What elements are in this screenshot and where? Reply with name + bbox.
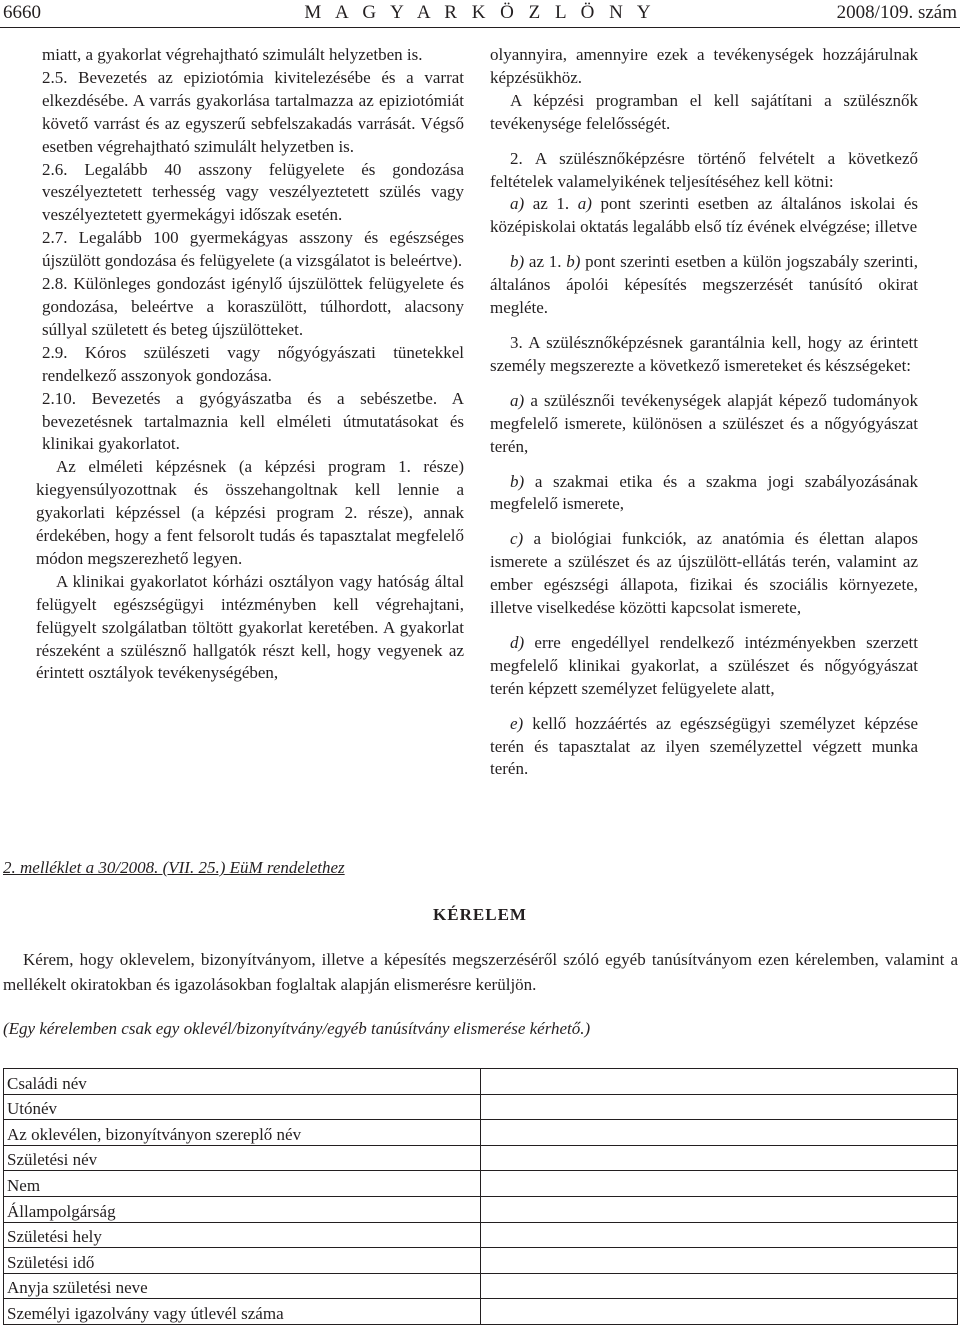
item-label: a) (510, 390, 525, 410)
left-column (36, 44, 464, 685)
list-item (490, 632, 918, 701)
item-label: d) (510, 632, 525, 652)
item-label: e) (510, 713, 524, 733)
paragraph: 2.5. Bevezetés az epiziotómia kivitelezésébe és a varrat elkezdésébe. A varrás gyakorlása tartalmazza az epiziotómiát követő varrást és az egyszerű sebfelszakadás varrását. Végső esetben végrehajtható szimulált helyzetben is. (42, 67, 464, 156)
item-text: pont szerinti esetben az általános iskolai és középiskolai oktatás legalább első tíz évének elvégzése; illetve (490, 194, 919, 237)
form-row (4, 1171, 958, 1197)
condition-a (490, 193, 918, 239)
field-label: Nem (4, 1171, 481, 1197)
list-item (490, 390, 918, 459)
item-label: a) (510, 194, 525, 214)
request-note: (Egy kérelemben csak egy oklevél/bizonyítvány/egyéb tanúsítvány elismerése kérhető.) (3, 1019, 591, 1038)
form-row (4, 1094, 958, 1120)
paragraph: 2.9. Kóros szülészeti vagy nőgyógyászati tünetekkel rendelkező asszonyok gondozása. (42, 342, 464, 385)
form-row (4, 1196, 958, 1222)
field-value[interactable] (481, 1196, 958, 1222)
journal-title: M A G Y A R K Ö Z L Ö N Y (304, 2, 656, 23)
field-label: Születési hely (4, 1222, 481, 1248)
field-value[interactable] (481, 1222, 958, 1248)
item-prefix: az 1. (532, 194, 570, 214)
field-label: Személyi igazolvány vagy útlevél száma (4, 1299, 481, 1325)
item-text: a biológiai funkciók, az anatómia és élettan alapos ismerete a szülészet és az újszülött-ellátás terén, valamint az ember egészségi állapota, fizikai és szociális környezete, illetve viselkedése közötti kapcsolat ismerete, (490, 529, 918, 618)
field-label: Az oklevélen, bizonyítványon szereplő név (4, 1120, 481, 1146)
item-text: kellő hozzáértés az egészségügyi személyzet képzése terén és tapasztalat az ilyen személyzettel végzett munka terén. (490, 713, 919, 779)
page-header (0, 0, 960, 30)
item-label: b) (510, 252, 525, 272)
paragraph: A klinikai gyakorlatot kórházi osztályon vagy hatóság által felügyelt egészségügyi intézményben kell végrehajtani, felügyelt szolgálatban töltött gyakorlat keretében. A gyakorlat részeként a szülésznő hallgatók részt kell, hogy vegyenek az érintett osztályok tevékenységében, (36, 571, 464, 683)
item-text: erre engedéllyel rendelkező intézményekben szerzett megfelelő klinikai gyakorlat, a szülészet és nőgyógyászat terén képzett személyzet felügyelete alatt, (490, 632, 919, 698)
header-rule (0, 27, 960, 28)
item-text: a szakmai etika és a szakma jogi szabályozásának megfelelő ismerete, (490, 471, 919, 514)
field-label: Születési idő (4, 1248, 481, 1274)
paragraph: olyannyira, amennyire ezek a tevékenységek hozzájárulnak képzésükhöz. (490, 45, 918, 87)
item-prefix: az 1. (528, 252, 562, 272)
list-item (490, 528, 918, 620)
item-label: b) (510, 471, 525, 491)
field-label: Utónév (4, 1094, 481, 1120)
field-label: Születési név (4, 1145, 481, 1171)
form-row (4, 1145, 958, 1171)
request-title: KÉRELEM (433, 905, 527, 924)
field-value[interactable] (481, 1273, 958, 1299)
paragraph: 2. A szülésznőképzésre történő felvételt a következő feltételek valamelyikének teljesítéséhez kell kötni: (490, 148, 918, 191)
list-item (490, 713, 918, 782)
paragraph: 2.6. Legalább 40 asszony felügyelete és gondozása veszélyeztetett terhesség vagy veszélyeztetett szülés vagy veszélyeztetett gyermekágyi időszak esetén. (42, 159, 464, 225)
form-row (4, 1273, 958, 1299)
list-item (490, 471, 918, 517)
paragraph: 2.8. Különleges gondozást igénylő újszülöttek felügyelete és gondozása, beleértve a koraszülött, túlhordott, alacsony súllyal született és beteg újszülötteket. (42, 274, 464, 339)
item-reference: a) (577, 194, 592, 214)
field-value[interactable] (481, 1171, 958, 1197)
field-value[interactable] (481, 1120, 958, 1146)
field-value[interactable] (481, 1145, 958, 1171)
annex-title: 2. melléklet a 30/2008. (VII. 25.) EüM rendelethez (3, 858, 345, 877)
paragraph: 2.7. Legalább 100 gyermekágyas asszony és egészséges újszülött gondozása és felügyelete (a vizsgálatot is beleértve). (42, 228, 464, 271)
field-value[interactable] (481, 1069, 958, 1095)
form-row (4, 1299, 958, 1325)
item-label: c) (510, 529, 524, 549)
field-value[interactable] (481, 1094, 958, 1120)
field-value[interactable] (481, 1248, 958, 1274)
field-label: Állampolgárság (4, 1196, 481, 1222)
form-row (4, 1069, 958, 1095)
item-text: a szülésznői tevékenységek alapját képező tudományok megfelelő ismerete, különösen a szülészet és a nőgyógyászat terén, (490, 390, 919, 456)
issue-number: 2008/109. szám (836, 2, 957, 23)
item-text: pont szerinti esetben a külön jogszabály szerinti, általános ápolói képesítés megszerzését tanúsító okirat megléte. (490, 252, 919, 318)
field-value[interactable] (481, 1299, 958, 1325)
right-column (490, 44, 918, 781)
paragraph: 3. A szülésznőképzésnek garantálnia kell, hogy az érintett személy megszerezte a következő ismereteket és készségeket: (490, 332, 918, 375)
page-number: 6660 (3, 2, 41, 23)
form-row (4, 1222, 958, 1248)
form-row (4, 1120, 958, 1146)
condition-b (490, 251, 918, 320)
paragraph: miatt, a gyakorlat végrehajtható szimulált helyzetben is. (42, 45, 423, 64)
paragraph: 2.10. Bevezetés a gyógyászatba és a sebészetbe. A bevezetésnek tartalmaznia kell elméleti útmutatásokat és klinikai gyakorlatot. (42, 388, 464, 454)
request-text: Kérem, hogy oklevelem, bizonyítványom, illetve a képesítés megszerzéséről szóló egyéb tanúsítványom ezen kérelemben, valamint a mellékelt okiratokban és igazolásokban foglaltak alapján elismerésre kerüljön. (3, 950, 958, 994)
request-form (3, 1068, 958, 1325)
field-label: Anyja születési neve (4, 1273, 481, 1299)
form-row (4, 1248, 958, 1274)
paragraph: A képzési programban el kell sajátítani a szülésznők tevékenysége felelősségét. (490, 90, 918, 133)
paragraph: Az elméleti képzésnek (a képzési program 1. része) kiegyensúlyozottnak és összehangoltnak kell lennie a gyakorlati képzéssel (a képzési program 2. része), annak érdekében, hogy a fent felsorolt tudás és tapasztalat megfelelő módon megszerezhető legyen. (36, 457, 464, 568)
field-label: Családi név (4, 1069, 481, 1095)
item-reference: b) (566, 252, 581, 272)
